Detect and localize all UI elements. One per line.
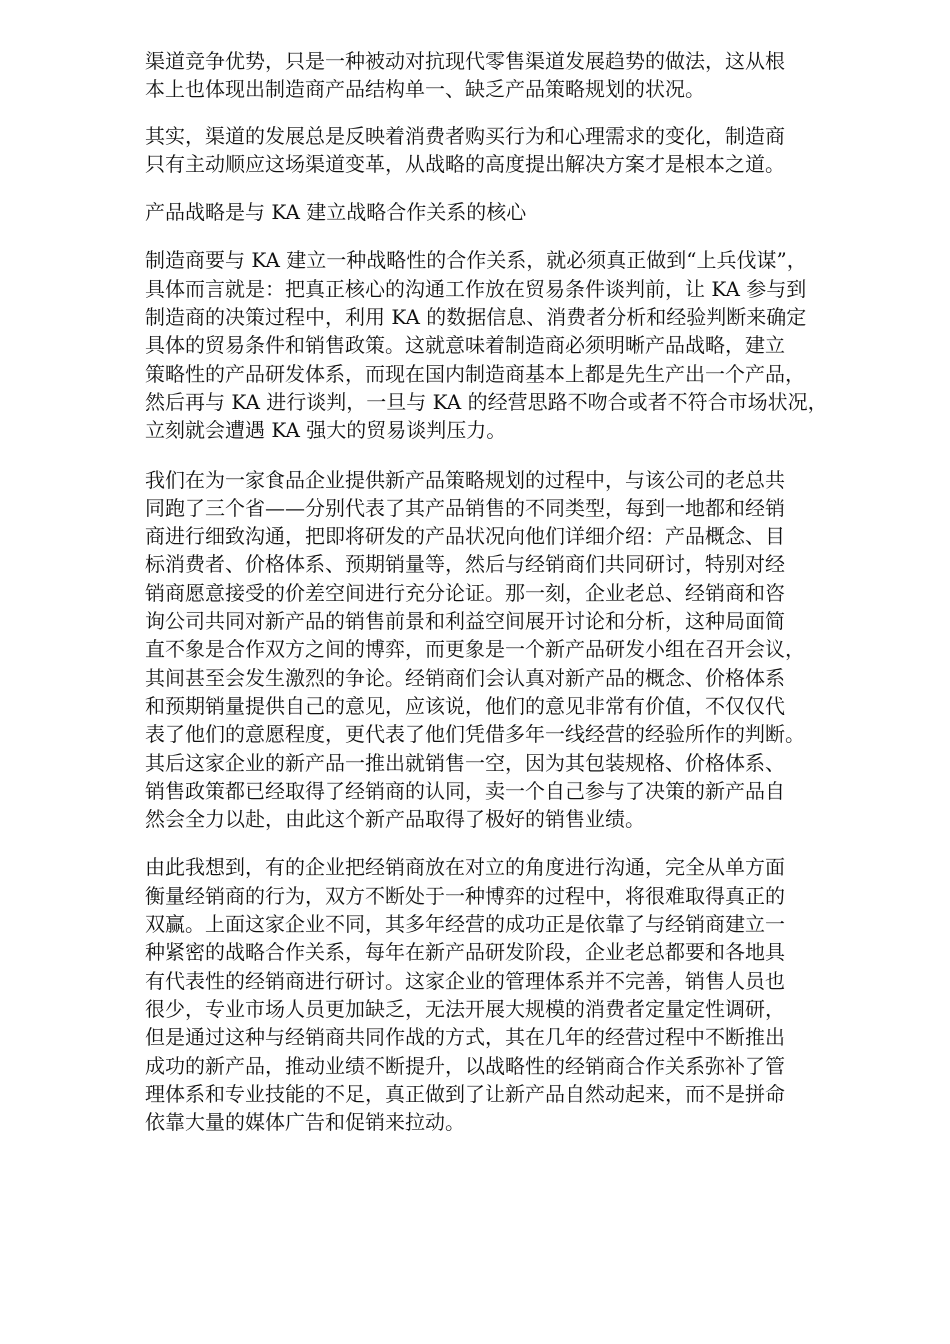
text-line: 商进行细致沟通，把即将研发的产品状况向他们详细介绍：产品概念、目	[145, 524, 785, 549]
text-line: 具体的贸易条件和销售政策。这就意味着制造商必须明晰产品战略，建立	[145, 333, 785, 358]
paragraph-5	[145, 466, 890, 834]
text-line: 询公司共同对新产品的销售前景和利益空间展开讨论和分析，这种局面简	[145, 609, 785, 634]
text-line: 双赢。上面这家企业不同，其多年经营的成功正是依靠了与经销商建立一	[145, 912, 785, 937]
text-line: 制造商的决策过程中，利用 KA 的数据信息、消费者分析和经验判断来确定	[145, 305, 807, 330]
text-line: 其后这家企业的新产品一推出就销售一空，因为其包装规格、价格体系、	[145, 750, 785, 775]
text-line: 销售政策都已经取得了经销商的认同，卖一个自己参与了决策的新产品自	[145, 778, 785, 803]
text-line: 标消费者、价格体系、预期销量等，然后与经销商们共同研讨，特别对经	[145, 552, 785, 577]
document-body	[145, 47, 890, 1136]
text-line: 然后再与 KA 进行谈判，一旦与 KA 的经营思路不吻合或者不符合市场状况，	[145, 389, 828, 414]
text-line: 渠道竞争优势，只是一种被动对抗现代零售渠道发展趋势的做法，这从根	[145, 49, 785, 73]
text-line: 只有主动顺应这场渠道变革，从战略的高度提出解决方案才是根本之道。	[145, 151, 785, 176]
text-line: 销商愿意接受的价差空间进行充分论证。那一刻，企业老总、经销商和咨	[145, 580, 785, 605]
text-line: 我们在为一家食品企业提供新产品策略规划的过程中，与该公司的老总共	[145, 467, 785, 492]
paragraph-2	[145, 122, 890, 179]
text-line: 策略性的产品研发体系，而现在国内制造商基本上都是先生产出一个产品，	[145, 361, 805, 386]
text-line: 直不象是合作双方之间的博弈，而更象是一个新产品研发小组在召开会议，	[145, 637, 805, 662]
text-line: 但是通过这种与经销商共同作战的方式，其在几年的经营过程中不断推出	[145, 1025, 785, 1050]
heading-text: 产品战略是与 KA 建立战略合作关系的核心	[145, 200, 527, 225]
text-line: 很少，专业市场人员更加缺乏，无法开展大规模的消费者定量定性调研，	[145, 996, 785, 1021]
text-line: 本上也体现出制造商产品结构单一、缺乏产品策略规划的状况。	[145, 77, 705, 102]
text-line: 然会全力以赴，由此这个新产品取得了极好的销售业绩。	[145, 807, 645, 832]
text-line: 种紧密的战略合作关系，每年在新产品研发阶段，企业老总都要和各地具	[145, 940, 785, 965]
text-line: 具体而言就是：把真正核心的沟通工作放在贸易条件谈判前，让 KA 参与到	[145, 276, 807, 301]
text-line: 衡量经销商的行为，双方不断处于一种博弈的过程中，将很难取得真正的	[145, 883, 785, 908]
paragraph-1	[145, 47, 890, 104]
paragraph-6	[145, 853, 890, 1136]
text-line: 依靠大量的媒体广告和促销来拉动。	[145, 1110, 465, 1135]
text-line: 制造商要与 KA 建立一种战略性的合作关系，就必须真正做到“上兵伐谋”，	[145, 248, 807, 273]
text-line: 理体系和专业技能的不足，真正做到了让新产品自然动起来，而不是拼命	[145, 1081, 785, 1106]
text-line: 其间甚至会发生激烈的争论。经销商们会认真对新产品的概念、价格体系	[145, 665, 785, 690]
text-line: 其实，渠道的发展总是反映着消费者购买行为和心理需求的变化，制造商	[145, 123, 785, 148]
text-line: 表了他们的意愿程度，更代表了他们凭借多年一线经营的经验所作的判断。	[145, 722, 805, 747]
text-line: 立刻就会遭遇 KA 强大的贸易谈判压力。	[145, 418, 507, 443]
text-line: 由此我想到，有的企业把经销商放在对立的角度进行沟通，完全从单方面	[145, 855, 785, 880]
section-heading	[145, 198, 890, 226]
paragraph-4	[145, 246, 890, 444]
text-line: 同跑了三个省——分别代表了其产品销售的不同类型，每到一地都和经销	[145, 495, 785, 520]
text-line: 有代表性的经销商进行研讨。这家企业的管理体系并不完善，销售人员也	[145, 968, 785, 993]
text-line: 和预期销量提供自己的意见，应该说，他们的意见非常有价值，不仅仅代	[145, 693, 785, 718]
text-line: 成功的新产品，推动业绩不断提升，以战略性的经销商合作关系弥补了管	[145, 1053, 785, 1078]
